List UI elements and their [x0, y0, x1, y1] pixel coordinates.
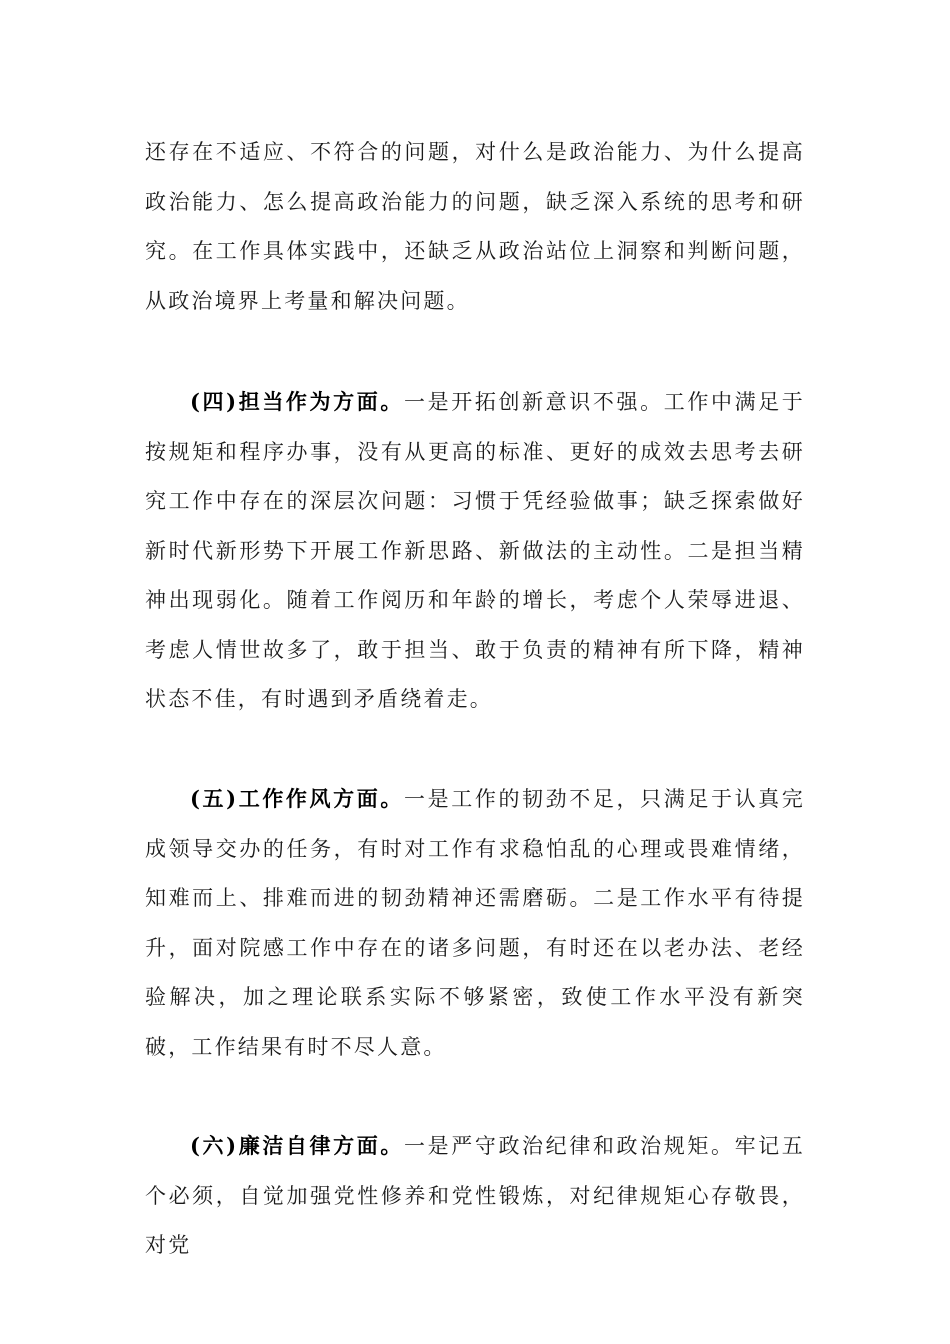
section-5-paragraph [145, 774, 805, 1072]
section-4-heading: (四)担当作为方面。 [190, 389, 404, 414]
section-6-text [145, 1121, 805, 1271]
section-4-text [145, 377, 805, 725]
section-5-body: 一是工作的韧劲不足，只满足于认真完成领导交办的任务，有时对工作有求稳怕乱的心理或畏难情绪，知难而上、排难而进的韧劲精神还需磨砺。二是工作水平有待提升，面对院感工作中存在的诸多问题，有时还在以老办法、老经验解决，加之理论联系实际不够紧密，致使工作水平没有新突破，工作结果有时不尽人意。 [145, 787, 805, 1059]
section-4-body: 一是开拓创新意识不强。工作中满足于按规矩和程序办事，没有从更高的标准、更好的成效去思考去研究工作中存在的深层次问题：习惯于凭经验做事；缺乏探索做好新时代新形势下开展工作新思路、新做法的主动性。二是担当精神出现弱化。随着工作阅历和年龄的增长，考虑个人荣辱进退、考虑人情世故多了，敢于担当、敢于负责的精神有所下降，精神状态不佳，有时遇到矛盾绕着走。 [145, 390, 805, 711]
section-6-heading: (六)廉洁自律方面。 [190, 1133, 404, 1158]
section-5-text [145, 774, 805, 1072]
section-6-body: 一是严守政治纪律和政治规矩。牢记五个必须，自觉加强党性修养和党性锻炼，对纪律规矩心存敬畏，对党 [145, 1134, 805, 1257]
paragraph-continued-text: 还存在不适应、不符合的问题，对什么是政治能力、为什么提高政治能力、怎么提高政治能力的问题，缺乏深入系统的思考和研究。在工作具体实践中，还缺乏从政治站位上洞察和判断问题，从政治境界上考量和解决问题。 [145, 140, 805, 313]
section-4-paragraph [145, 377, 805, 725]
section-5-heading: (五)工作作风方面。 [190, 786, 404, 811]
paragraph-continued [145, 128, 805, 326]
section-6-paragraph [145, 1121, 805, 1271]
